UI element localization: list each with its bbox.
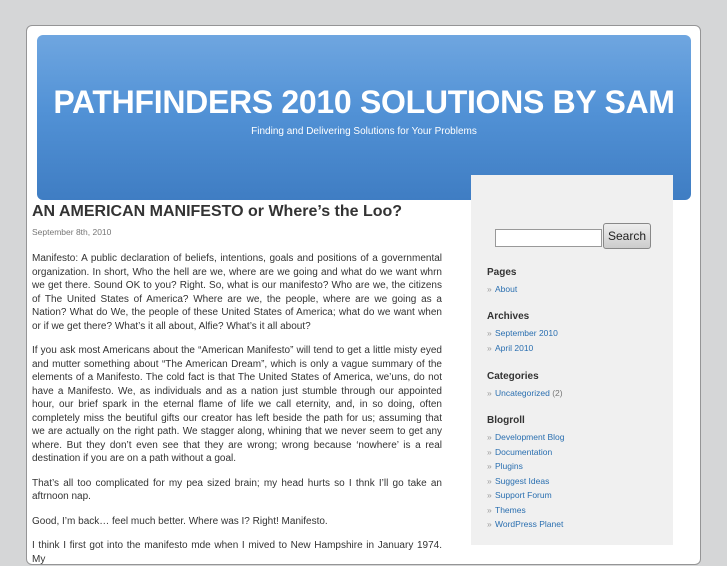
search-button[interactable]: Search	[603, 223, 651, 249]
category-count: (2)	[552, 388, 563, 398]
blog-description: Finding and Delivering Solutions for Your Problems	[251, 126, 477, 137]
blogroll-link[interactable]: Development Blog	[495, 432, 565, 442]
blogroll-link[interactable]: Themes	[495, 504, 526, 515]
blogroll-link[interactable]: Suggest Ideas	[495, 475, 550, 486]
list-item	[487, 459, 667, 474]
list-item	[487, 430, 667, 445]
list-item	[487, 488, 667, 503]
blogroll-link[interactable]: Plugins	[495, 461, 523, 471]
bullet-icon: »	[487, 504, 492, 515]
post-paragraph: That’s all too complicated for my pea sized brain; my head hurts so I thnk I’ll go take an aftrnoon nap.	[32, 477, 442, 502]
post-paragraph: I think I first got into the manifesto mde when I mived to New Hampshire in January 1974. My	[32, 540, 442, 565]
bullet-icon: »	[487, 388, 492, 398]
bullet-icon: »	[487, 432, 492, 442]
list-item	[487, 326, 667, 341]
sidebar	[471, 175, 673, 545]
post-paragraph: Manifesto: A public declaration of beliefs, intentions, goals and positions of a governmental organization. In short, Who the hell are we, where are we going and what do we want whrn we get there. Sound OK to you? Right. So, what is our manifesto? Who are we, the citizens of The United States of America? Where are we, the people, where are we going as a Nation? What do We, the people of these United States of America; what do we want when or if we get there? What’s it all about, Alfie? What’s it all about?	[32, 253, 442, 332]
category-link[interactable]: Uncategorized	[495, 388, 550, 398]
blogroll-link[interactable]: Documentation	[495, 446, 553, 457]
widget-title-pages: Pages	[487, 267, 517, 278]
pages-widget	[487, 267, 667, 297]
categories-widget	[487, 371, 667, 401]
bullet-icon: »	[487, 490, 492, 500]
bullet-icon: »	[487, 328, 492, 338]
post-paragraph: Good, I’m back… feel much better. Where was I? Right! Manifesto.	[32, 515, 328, 527]
bullet-icon: »	[487, 342, 492, 353]
page-link-about[interactable]: About	[495, 284, 518, 294]
bullet-icon: »	[487, 446, 492, 457]
post-paragraph: If you ask most Americans about the “American Manifesto” will tend to get a little misty eyed and mutter something about “The American Dream”, which is only a vague summary of the elements of a Manifesto. The cold fact is that The United States of America, we’uns, do not have a Manifesto. We, as individuals and as a nation just stumble through our appointed hour, our brief spark in the eternal flame of life we call eternity, and, in so doing, often completely miss the beutiful gifts our creator has left beside the path for us; assuming that we are actually on the right path. We stagger along, whining that we never seem to get any where. But they don’t even see that they are wrong; wrong because ‘nowhere’ is a real destination if you are on a path without a goal.	[32, 345, 442, 464]
archive-link[interactable]: April 2010	[495, 342, 534, 353]
bullet-icon: »	[487, 284, 492, 294]
list-item	[487, 517, 667, 532]
post-date: September 8th, 2010	[32, 227, 112, 237]
archive-link[interactable]: September 2010	[495, 328, 558, 338]
blogroll-link[interactable]: Support Forum	[495, 490, 552, 500]
main-content	[32, 203, 442, 566]
list-item	[487, 386, 667, 401]
bullet-icon: »	[487, 519, 492, 529]
widget-title-blogroll: Blogroll	[487, 415, 525, 426]
archives-widget	[487, 311, 667, 355]
blogroll-widget	[487, 415, 667, 532]
search-input[interactable]	[495, 229, 602, 247]
list-item	[487, 503, 667, 518]
list-item	[487, 445, 667, 460]
blogroll-link[interactable]: WordPress Planet	[495, 519, 564, 529]
bullet-icon: »	[487, 461, 492, 471]
blog-title[interactable]: PATHFINDERS 2010 SOLUTIONS BY SAM	[53, 84, 675, 120]
bullet-icon: »	[487, 475, 492, 486]
list-item	[487, 474, 667, 489]
widget-title-categories: Categories	[487, 371, 539, 382]
list-item	[487, 282, 667, 297]
post-title[interactable]: AN AMERICAN MANIFESTO or Where’s the Loo?	[32, 203, 403, 220]
list-item	[487, 341, 667, 356]
widget-title-archives: Archives	[487, 311, 530, 322]
